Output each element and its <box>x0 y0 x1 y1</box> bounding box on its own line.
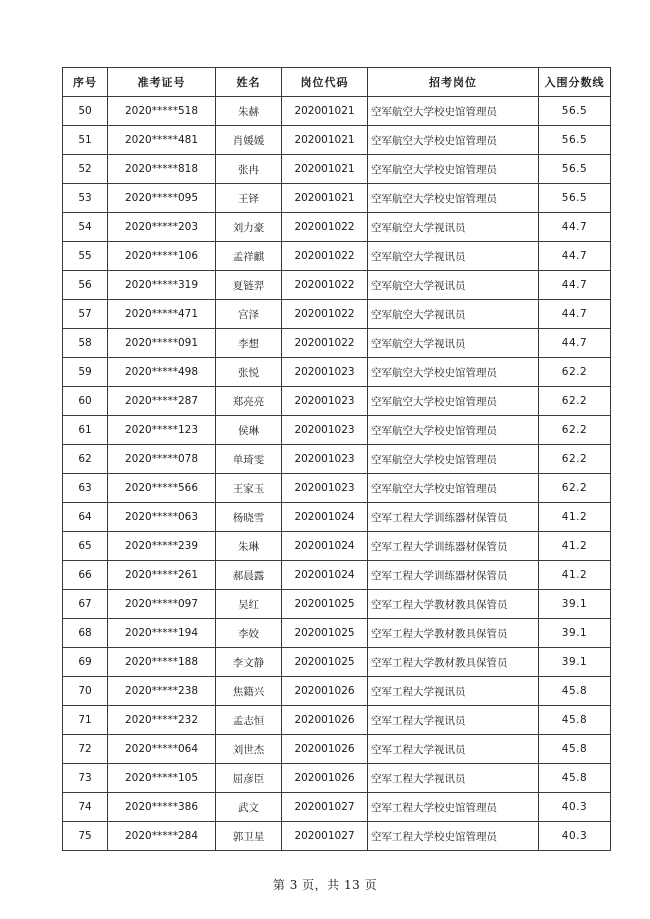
cell-cutoff-score: 44.7 <box>539 300 611 329</box>
cell-position: 空军航空大学校史馆管理员 <box>368 474 539 503</box>
cell-name: 李姣 <box>216 619 282 648</box>
cell-position: 空军工程大学校史馆管理员 <box>368 822 539 851</box>
table-row <box>63 97 611 126</box>
cell-exam-id: 2020*****063 <box>108 503 216 532</box>
cell-serial: 56 <box>63 271 108 300</box>
table-row <box>63 619 611 648</box>
cell-position-code: 202001022 <box>282 213 368 242</box>
cell-position-code: 202001023 <box>282 387 368 416</box>
cell-cutoff-score: 62.2 <box>539 416 611 445</box>
cell-serial: 59 <box>63 358 108 387</box>
cell-serial: 74 <box>63 793 108 822</box>
cell-exam-id: 2020*****203 <box>108 213 216 242</box>
cell-position-code: 202001022 <box>282 300 368 329</box>
cell-position-code: 202001024 <box>282 503 368 532</box>
cell-cutoff-score: 62.2 <box>539 445 611 474</box>
table-row <box>63 329 611 358</box>
cell-serial: 75 <box>63 822 108 851</box>
cell-position: 空军航空大学校史馆管理员 <box>368 126 539 155</box>
cell-cutoff-score: 39.1 <box>539 648 611 677</box>
cell-name: 朱赫 <box>216 97 282 126</box>
cell-serial: 66 <box>63 561 108 590</box>
cell-serial: 57 <box>63 300 108 329</box>
candidate-score-table <box>62 67 611 851</box>
cell-position: 空军工程大学训练器材保管员 <box>368 503 539 532</box>
cell-name: 张悦 <box>216 358 282 387</box>
cell-name: 宫泽 <box>216 300 282 329</box>
cell-name: 王家玉 <box>216 474 282 503</box>
header-serial: 序号 <box>63 68 108 97</box>
cell-position-code: 202001023 <box>282 445 368 474</box>
cell-position-code: 202001021 <box>282 184 368 213</box>
cell-exam-id: 2020*****105 <box>108 764 216 793</box>
table-row <box>63 271 611 300</box>
cell-position: 空军工程大学视讯员 <box>368 735 539 764</box>
cell-exam-id: 2020*****078 <box>108 445 216 474</box>
cell-name: 屈彦臣 <box>216 764 282 793</box>
cell-position: 空军工程大学教材教具保管员 <box>368 619 539 648</box>
cell-name: 朱琳 <box>216 532 282 561</box>
cell-serial: 55 <box>63 242 108 271</box>
cell-position-code: 202001021 <box>282 126 368 155</box>
cell-cutoff-score: 44.7 <box>539 213 611 242</box>
cell-exam-id: 2020*****064 <box>108 735 216 764</box>
cell-exam-id: 2020*****238 <box>108 677 216 706</box>
cell-cutoff-score: 56.5 <box>539 126 611 155</box>
cell-position: 空军工程大学视讯员 <box>368 764 539 793</box>
cell-serial: 54 <box>63 213 108 242</box>
cell-exam-id: 2020*****481 <box>108 126 216 155</box>
cell-cutoff-score: 56.5 <box>539 155 611 184</box>
table-row <box>63 474 611 503</box>
cell-exam-id: 2020*****239 <box>108 532 216 561</box>
cell-position-code: 202001021 <box>282 155 368 184</box>
cell-name: 单琦雯 <box>216 445 282 474</box>
table-row <box>63 242 611 271</box>
cell-name: 吴红 <box>216 590 282 619</box>
cell-serial: 65 <box>63 532 108 561</box>
table-row <box>63 184 611 213</box>
cell-position: 空军航空大学视讯员 <box>368 329 539 358</box>
cell-name: 杨晓雪 <box>216 503 282 532</box>
cell-name: 肖媛媛 <box>216 126 282 155</box>
cell-position-code: 202001026 <box>282 735 368 764</box>
cell-position: 空军航空大学校史馆管理员 <box>368 445 539 474</box>
cell-name: 李想 <box>216 329 282 358</box>
cell-position: 空军工程大学训练器材保管员 <box>368 561 539 590</box>
cell-name: 张冉 <box>216 155 282 184</box>
cell-name: 郑亮亮 <box>216 387 282 416</box>
cell-serial: 67 <box>63 590 108 619</box>
cell-position: 空军工程大学教材教具保管员 <box>368 590 539 619</box>
cell-exam-id: 2020*****386 <box>108 793 216 822</box>
table-row <box>63 387 611 416</box>
cell-cutoff-score: 45.8 <box>539 677 611 706</box>
table-row <box>63 793 611 822</box>
header-cutoff-score: 入围分数线 <box>539 68 611 97</box>
cell-position: 空军航空大学视讯员 <box>368 242 539 271</box>
table-row <box>63 445 611 474</box>
cell-exam-id: 2020*****097 <box>108 590 216 619</box>
cell-position: 空军航空大学校史馆管理员 <box>368 184 539 213</box>
table-row <box>63 358 611 387</box>
table-row <box>63 706 611 735</box>
header-name: 姓名 <box>216 68 282 97</box>
cell-position-code: 202001026 <box>282 764 368 793</box>
cell-position-code: 202001026 <box>282 677 368 706</box>
table-row <box>63 126 611 155</box>
cell-position-code: 202001025 <box>282 619 368 648</box>
cell-exam-id: 2020*****818 <box>108 155 216 184</box>
cell-position: 空军航空大学校史馆管理员 <box>368 97 539 126</box>
cell-cutoff-score: 56.5 <box>539 97 611 126</box>
cell-serial: 73 <box>63 764 108 793</box>
cell-position: 空军工程大学教材教具保管员 <box>368 648 539 677</box>
cell-cutoff-score: 41.2 <box>539 503 611 532</box>
cell-position-code: 202001024 <box>282 561 368 590</box>
table-row <box>63 590 611 619</box>
cell-cutoff-score: 41.2 <box>539 532 611 561</box>
cell-serial: 50 <box>63 97 108 126</box>
cell-serial: 62 <box>63 445 108 474</box>
table-row <box>63 155 611 184</box>
cell-name: 刘力豪 <box>216 213 282 242</box>
cell-serial: 58 <box>63 329 108 358</box>
cell-cutoff-score: 62.2 <box>539 358 611 387</box>
cell-position: 空军航空大学校史馆管理员 <box>368 155 539 184</box>
cell-position: 空军工程大学训练器材保管员 <box>368 532 539 561</box>
cell-cutoff-score: 40.3 <box>539 793 611 822</box>
cell-serial: 64 <box>63 503 108 532</box>
cell-position: 空军航空大学视讯员 <box>368 213 539 242</box>
cell-position: 空军工程大学视讯员 <box>368 706 539 735</box>
cell-position-code: 202001022 <box>282 329 368 358</box>
header-position-code: 岗位代码 <box>282 68 368 97</box>
cell-cutoff-score: 40.3 <box>539 822 611 851</box>
cell-exam-id: 2020*****319 <box>108 271 216 300</box>
cell-exam-id: 2020*****287 <box>108 387 216 416</box>
cell-serial: 63 <box>63 474 108 503</box>
cell-cutoff-score: 44.7 <box>539 242 611 271</box>
cell-position-code: 202001025 <box>282 590 368 619</box>
cell-name: 孟志恒 <box>216 706 282 735</box>
cell-name: 刘世杰 <box>216 735 282 764</box>
table-row <box>63 561 611 590</box>
cell-position-code: 202001022 <box>282 271 368 300</box>
cell-position: 空军航空大学视讯员 <box>368 271 539 300</box>
table-row <box>63 532 611 561</box>
cell-cutoff-score: 39.1 <box>539 619 611 648</box>
cell-cutoff-score: 44.7 <box>539 271 611 300</box>
cell-cutoff-score: 45.8 <box>539 706 611 735</box>
table-row <box>63 822 611 851</box>
cell-serial: 51 <box>63 126 108 155</box>
cell-serial: 69 <box>63 648 108 677</box>
header-exam-id: 准考证号 <box>108 68 216 97</box>
table-header <box>63 68 611 97</box>
cell-cutoff-score: 41.2 <box>539 561 611 590</box>
cell-position-code: 202001023 <box>282 474 368 503</box>
cell-exam-id: 2020*****095 <box>108 184 216 213</box>
cell-name: 李文静 <box>216 648 282 677</box>
cell-serial: 72 <box>63 735 108 764</box>
cell-position-code: 202001026 <box>282 706 368 735</box>
table-row <box>63 648 611 677</box>
cell-name: 郭卫星 <box>216 822 282 851</box>
cell-exam-id: 2020*****091 <box>108 329 216 358</box>
cell-position-code: 202001023 <box>282 358 368 387</box>
cell-cutoff-score: 62.2 <box>539 474 611 503</box>
cell-position: 空军工程大学视讯员 <box>368 677 539 706</box>
cell-position-code: 202001022 <box>282 242 368 271</box>
cell-exam-id: 2020*****566 <box>108 474 216 503</box>
cell-serial: 70 <box>63 677 108 706</box>
cell-position: 空军航空大学校史馆管理员 <box>368 416 539 445</box>
cell-exam-id: 2020*****498 <box>108 358 216 387</box>
cell-cutoff-score: 45.8 <box>539 764 611 793</box>
table-body <box>63 97 611 851</box>
cell-serial: 61 <box>63 416 108 445</box>
cell-serial: 53 <box>63 184 108 213</box>
cell-exam-id: 2020*****518 <box>108 97 216 126</box>
cell-position-code: 202001024 <box>282 532 368 561</box>
cell-exam-id: 2020*****284 <box>108 822 216 851</box>
cell-position-code: 202001025 <box>282 648 368 677</box>
cell-serial: 68 <box>63 619 108 648</box>
cell-exam-id: 2020*****232 <box>108 706 216 735</box>
cell-name: 孟祥麒 <box>216 242 282 271</box>
cell-name: 侯琳 <box>216 416 282 445</box>
cell-name: 夏链羿 <box>216 271 282 300</box>
cell-serial: 52 <box>63 155 108 184</box>
cell-position-code: 202001023 <box>282 416 368 445</box>
cell-exam-id: 2020*****194 <box>108 619 216 648</box>
cell-exam-id: 2020*****123 <box>108 416 216 445</box>
cell-cutoff-score: 44.7 <box>539 329 611 358</box>
cell-cutoff-score: 45.8 <box>539 735 611 764</box>
cell-exam-id: 2020*****106 <box>108 242 216 271</box>
cell-serial: 60 <box>63 387 108 416</box>
cell-position: 空军航空大学校史馆管理员 <box>368 358 539 387</box>
cell-position: 空军航空大学视讯员 <box>368 300 539 329</box>
table-row <box>63 213 611 242</box>
header-position: 招考岗位 <box>368 68 539 97</box>
cell-position-code: 202001027 <box>282 822 368 851</box>
cell-position-code: 202001027 <box>282 793 368 822</box>
cell-position: 空军航空大学校史馆管理员 <box>368 387 539 416</box>
cell-exam-id: 2020*****188 <box>108 648 216 677</box>
cell-position-code: 202001021 <box>282 97 368 126</box>
cell-cutoff-score: 62.2 <box>539 387 611 416</box>
header-row <box>63 68 611 97</box>
table-row <box>63 735 611 764</box>
cell-name: 焦籍兴 <box>216 677 282 706</box>
page-number: 第 3 页，共 13 页 <box>272 878 378 892</box>
table-row <box>63 300 611 329</box>
cell-cutoff-score: 56.5 <box>539 184 611 213</box>
table-row <box>63 677 611 706</box>
cell-exam-id: 2020*****261 <box>108 561 216 590</box>
table-row <box>63 416 611 445</box>
cell-position: 空军工程大学校史馆管理员 <box>368 793 539 822</box>
cell-name: 武文 <box>216 793 282 822</box>
cell-name: 郝晨露 <box>216 561 282 590</box>
cell-serial: 71 <box>63 706 108 735</box>
cell-name: 王铎 <box>216 184 282 213</box>
cell-exam-id: 2020*****471 <box>108 300 216 329</box>
table-row <box>63 764 611 793</box>
cell-cutoff-score: 39.1 <box>539 590 611 619</box>
table-row <box>63 503 611 532</box>
